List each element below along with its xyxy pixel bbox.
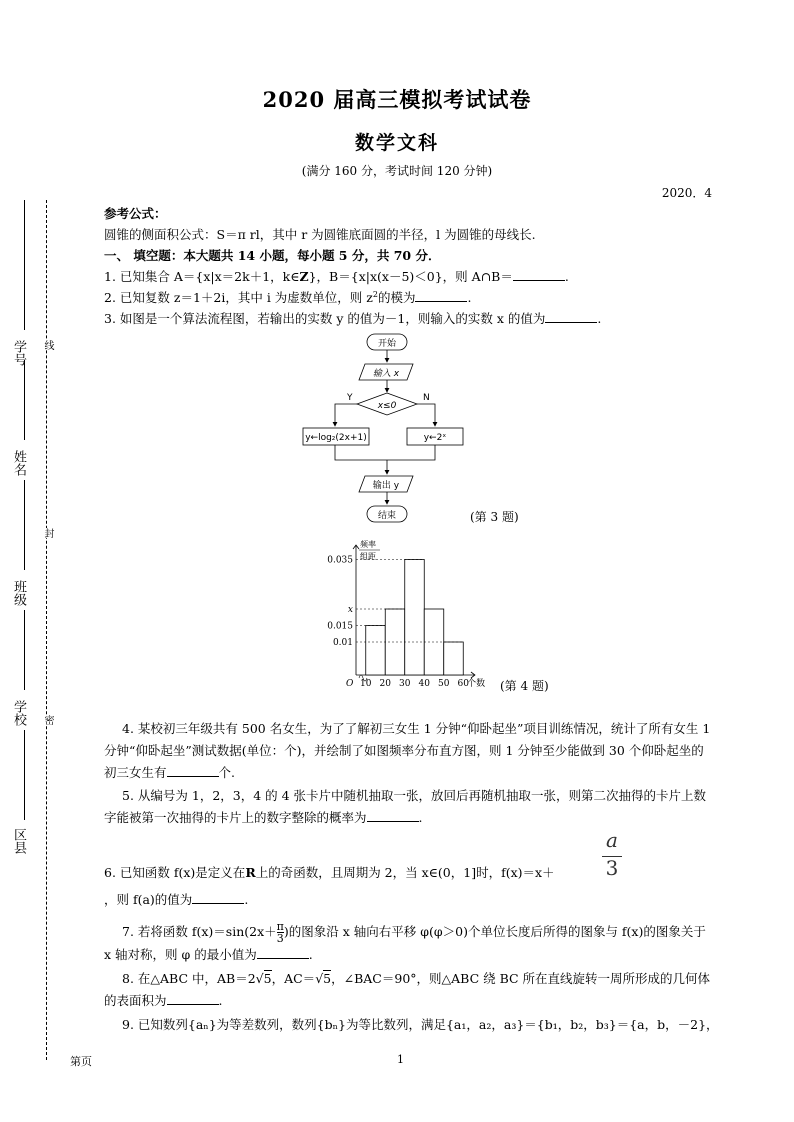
blank-class [24,480,25,570]
exam-subject: 数学文科 [354,132,439,154]
x-tick-label: 40 [418,679,430,689]
question-2: 2. 已知复数 z＝1＋2i，其中 i 为虚数单位，则 $z^2$的模为 . [104,289,472,305]
q6-fraction-denominator: 3 [605,856,619,880]
question-1: 1. 已知集合 A＝{x|x＝2k＋1，k∈Z}，B＝{x|x(x－5)＜0}，则 A∩B＝ . [104,269,569,284]
section-heading: 一、 填空题：本大题共 14 小题，每小题 5 分，共 70 分． [104,248,441,263]
question-7: 7. 若将函数 f(x)＝sin(2x＋ $\frac{\pi}{3}$ )的图象沿 x 轴向右平移 φ(φ＞0)个单位长度后所得的图象与 f(x)的图象关于 x 轴对称，则 φ 的最小值为 . [104,920,706,962]
footer-page-label: 第页 [70,1055,92,1068]
blank-name [24,360,25,440]
binding-dashed-line [46,200,47,1060]
flow-output-label: 输出 y [372,481,400,491]
answer-blank[interactable] [415,289,467,302]
label-district: 区县 [11,828,26,854]
blank-school [24,610,25,690]
answer-blank[interactable] [545,310,597,323]
y-tick-label: x [347,605,353,615]
exam-date: 2020．4 [661,186,712,200]
answer-blank[interactable] [192,891,244,904]
flowchart [295,330,495,530]
formula-heading: 参考公式： [104,206,167,221]
x-axis-label: 个数 [467,679,486,689]
exam-title: 2020 届高三模拟考试试卷 [262,87,532,112]
answer-blank[interactable] [167,764,219,777]
histogram-caption: (第 4 题) [500,679,549,693]
flow-yes-label: Y [347,393,353,403]
y-axis-label-bottom: 组距 [360,552,376,561]
blank-student-id [24,200,25,330]
y-axis-label-top: 频率 [360,540,376,549]
answer-blank[interactable] [367,809,419,822]
flow-input-label: 输入 x [372,369,400,379]
x-tick-label: 60 [457,679,469,689]
question-5: 5. 从编号为 1，2，3，4 的 4 张卡片中随机抽取一张，放回后再随机抽取一张，则第二次抽得的卡片上数字能被第一次抽得的卡片上的数字整除的概率为 . [104,788,707,825]
x-tick-label: 20 [379,679,391,689]
flow-start-label: 开始 [377,339,397,349]
flow-end-label: 结束 [377,511,397,521]
q6-fraction-numerator: a [606,828,618,852]
label-class: 班级 [11,580,26,606]
footer-page-number: 1 [397,1053,404,1066]
question-6-line-2: ，则 f(a)的值为 . [104,892,249,907]
histogram-bar [405,560,425,676]
q7-fraction: $\frac{\pi}{3}$ [276,920,284,945]
histogram-bar [366,626,386,676]
histogram-chart [320,535,560,695]
x-tick-label: 10 [360,679,372,689]
question-3: 3. 如图是一个算法流程图，若输出的实数 y 的值为－1，则输入的实数 x 的值为 . [104,311,602,326]
question-8: 8. 在△ABC 中，AB＝2√5，AC＝√5，∠BAC＝90°，则△ABC 绕 BC 所在直线旋转一周所形成的几何体的表面积为 . [104,971,711,1008]
origin-label: O [346,679,354,689]
formula-text: 圆锥的侧面积公式：S＝π rl，其中 r 为圆锥底面圆的半径，l 为圆锥的母线长. [104,227,536,242]
flowchart-caption: (第 3 题) [470,510,519,524]
histogram-bar [444,642,464,675]
question-6-line-1: 6. 已知函数 f(x)是定义在R上的奇函数，且周期为 2，当 x∈(0，1]时，f(x)＝x＋ [104,865,555,880]
y-tick-label: 0.015 [327,621,353,632]
answer-blank[interactable] [167,992,219,1005]
answer-blank[interactable] [257,946,309,959]
label-school: 学校 [11,700,26,726]
label-name: 姓名 [11,450,26,476]
y-tick-label: 0.01 [332,638,353,648]
x-tick-label: 50 [438,679,450,689]
flow-left-label: y←log₂(2x+1) [305,433,367,443]
label-student-id: 学号 [11,340,26,366]
x-tick-label: 30 [399,679,411,689]
answer-blank[interactable] [513,268,565,281]
blank-district [24,730,25,820]
question-9: 9. 已知数列{aₙ}为等差数列，数列{bₙ}为等比数列，满足{a₁，a₂，a₃}＝{b₁，b₂，b₃}＝{a，b，－2}， [122,1017,719,1032]
mark-seal: 封 [42,528,53,538]
question-4: 4. 某校初三年级共有 500 名女生，为了了解初三女生 1 分钟“仰卧起坐”项目训练情况，统计了所有女生 1 分钟“仰卧起坐”测试数据(单位：个)，并绘制了如图频率分布直方图，则 1 分钟至少能做到 30 个仰卧起坐的初三女生有 个. [104,721,711,780]
flow-right-label: y←2ˣ [423,433,447,443]
y-tick-label: 0.035 [327,555,353,566]
exam-note: (满分 160 分，考试时间 120 分钟) [301,164,493,178]
mark-secret: 密 [42,715,53,725]
flow-decision-label: x≤0 [377,401,397,411]
flow-no-label: N [423,393,430,403]
mark-line: 线 [42,340,53,350]
